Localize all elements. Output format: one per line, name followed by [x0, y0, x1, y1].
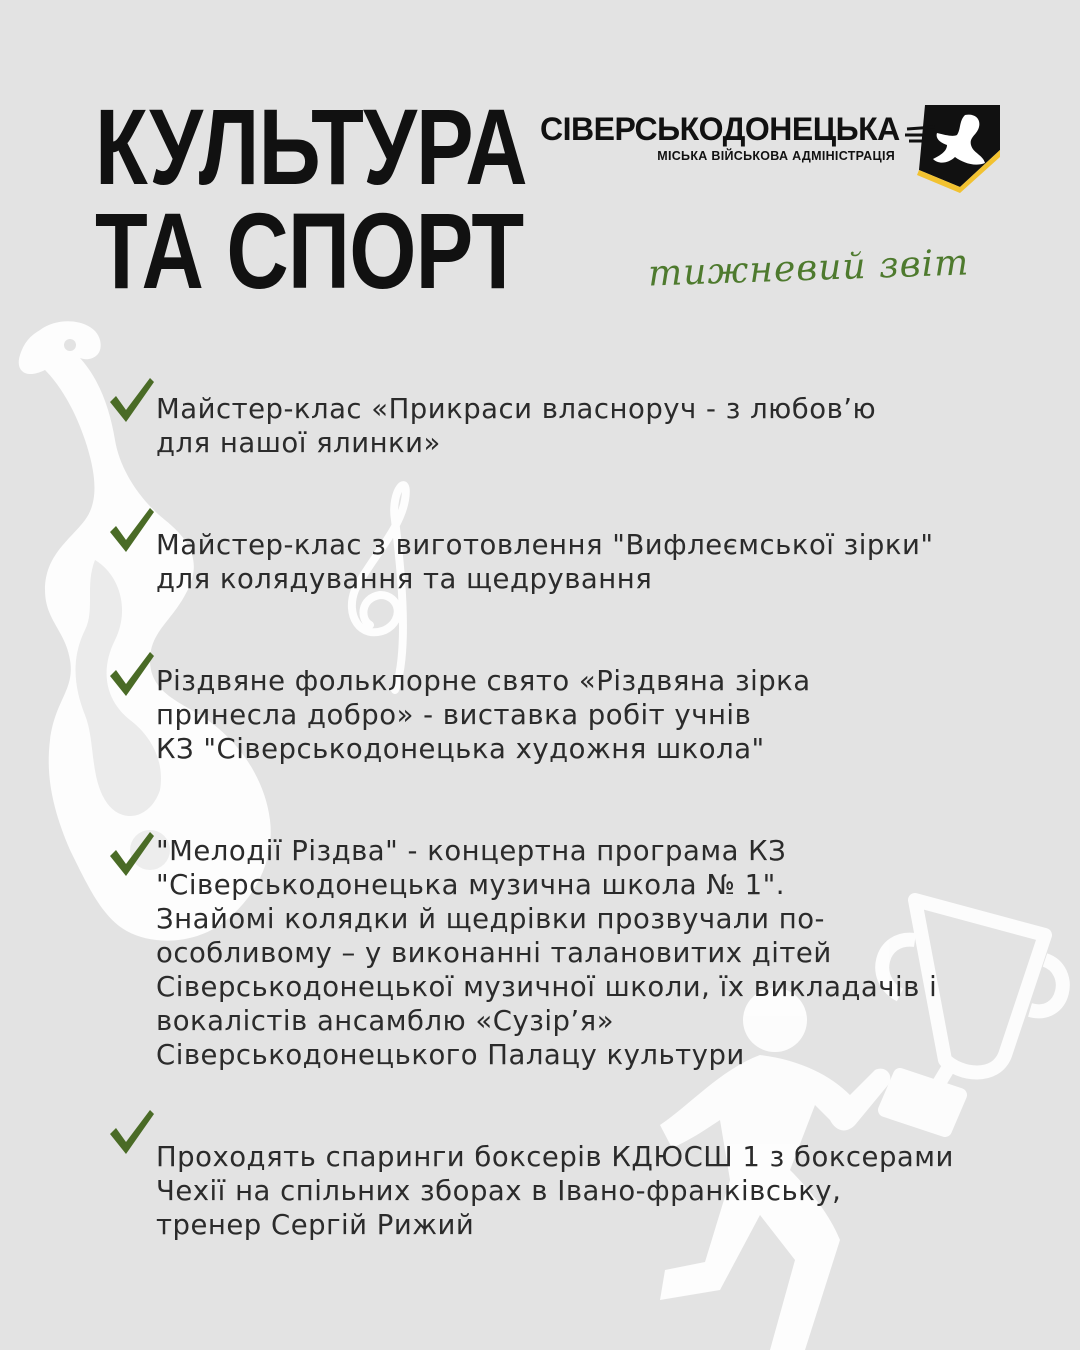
- logo-name: СІВЕРСЬКОДОНЕЦЬКА: [540, 111, 900, 147]
- title-line-1: КУЛЬТУРА: [95, 86, 527, 207]
- item-text: Майстер-клас «Прикраси власноруч - з любов’ю для нашої ялинки»: [156, 393, 877, 459]
- check-icon: [106, 650, 156, 698]
- logo-subtitle: МІСЬКА ВІЙСЬКОВА АДМІНІСТРАЦІЯ: [657, 149, 895, 163]
- check-icon: [106, 376, 156, 424]
- check-icon: [106, 506, 156, 554]
- item-text: "Мелодії Різдва" - концертна програма КЗ "Сіверськодонецька музична школа № 1". Знайомі колядки й щедрівки прозвучали по- особливому – у виконанні талановитих дітей Сіверськодонецької музичної школи, їх викладачів і вокалістів ансамблю «Сузір’я» Сіверськодонецького Палацу культури: [156, 835, 938, 1071]
- weekly-report-subtitle: тижневий звіт: [647, 242, 970, 295]
- title-line-2: ТА СПОРТ: [95, 190, 524, 311]
- check-icon: [106, 1108, 156, 1156]
- item-text: Майстер-клас з виготовлення "Вифлеємської зірки" для колядування та щедрування: [156, 529, 934, 595]
- item-text: Різдвяне фольклорне свято «Різдвяна зірка принесла добро» - виставка робіт учнів КЗ "Сіверськодонецька художня школа": [156, 665, 811, 765]
- city-administration-logo: [540, 105, 1000, 195]
- check-icon: [106, 830, 156, 878]
- swan-emblem-icon: [905, 105, 1000, 193]
- page-title: [95, 86, 527, 311]
- item-text: Проходять спаринги боксерів КДЮСШ 1 з боксерами Чехії на спільних зборах в Івано-франківську, тренер Сергій Рижий: [156, 1141, 954, 1241]
